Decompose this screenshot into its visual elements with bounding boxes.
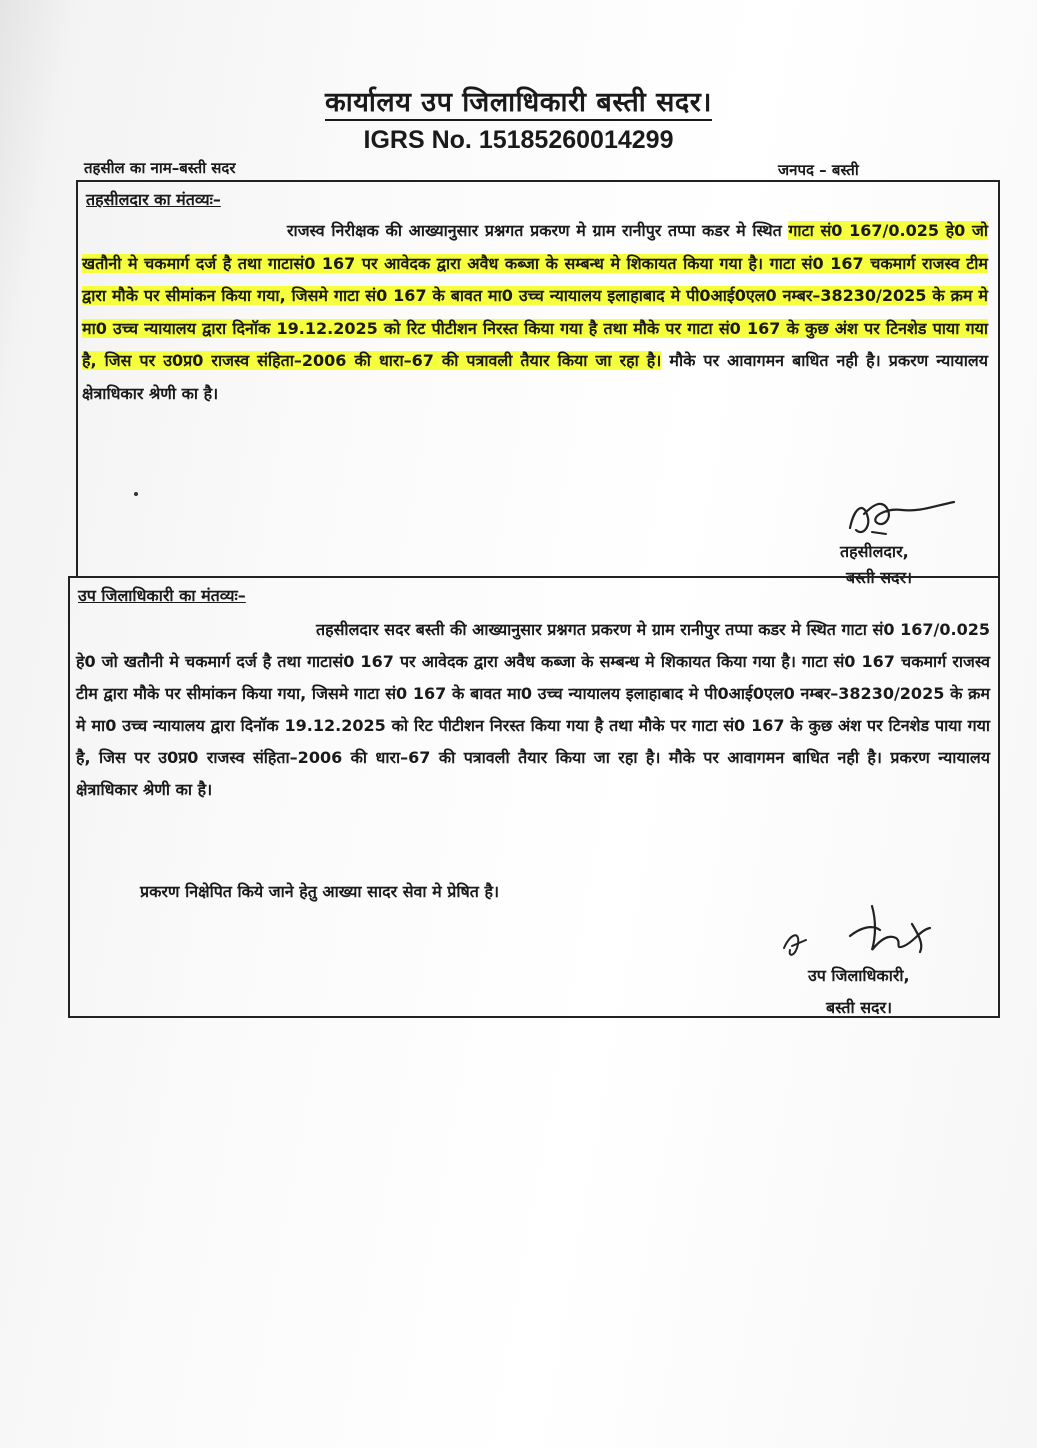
sdm-signature: [780, 900, 950, 970]
tehsildar-remarks-text: [82, 215, 988, 410]
tehsildar-closing: मौके पर आवागमन बाधित नही है। प्रकरण न्यायालय क्षेत्राधिकार श्रेणी का है।: [82, 351, 988, 403]
sdm-final-line: प्रकरण निक्षेपित किये जाने हेतु आख्या सादर सेवा मे प्रेषित है।: [140, 882, 500, 901]
ink-dot: [134, 492, 138, 496]
tehsildar-title: तहसीलदार,: [840, 542, 909, 561]
sdm-remarks-text: तहसीलदार सदर बस्ती की आख्यानुसार प्रश्नगत प्रकरण मे ग्राम रानीपुर तप्पा कडर मे स्थित गाटा सं0 167/0.025 हे0 जो खतौनी मे चकमार्ग दर्ज है तथा गाटासं0 167 पर आवेदक द्वारा अवैध कब्जा के सम्बन्ध मे शिकायत किया गया है। गाटा सं0 167 चकमार्ग राजस्व टीम द्वारा मौके पर सीमांकन किया गया, जिसमे गाटा सं0 167 के बावत मा0 उच्च न्यायालय इलाहाबाद मे पी0आई0एल0 नम्बर–38230/2025 के क्रम मे मा0 उच्च न्यायालय द्वारा दिनॉक 19.12.2025 को रिट पीटीशन निरस्त किया गया है तथा मौके पर गाटा सं0 167 के कुछ अंश पर टिनशेड पाया गया है, जिस पर उ0प्र0 राजस्व संहिता–2006 की धारा–67 की पत्रावली तैयार किया जा रहा है। मौके पर आवागमन बाधित नही है। प्रकरण न्यायालय क्षेत्राधिकार श्रेणी का है।: [76, 620, 990, 799]
tehsildar-place: बस्ती सदर।: [846, 568, 913, 587]
sdm-title: उप जिलाधिकारी,: [808, 966, 910, 985]
highlighted-passage: गाटा सं0 167/0.025 हे0 जो खतौनी मे चकमार्ग दर्ज है तथा गाटासं0 167 पर आवेदक द्वारा अवैध कब्जा के सम्बन्ध मे शिकायत किया गया है। गाटा सं0 167 चकमार्ग राजस्व टीम द्वारा मौके पर सीमांकन किया गया, जिसमे गाटा सं0 167 के बावत मा0 उच्च न्यायालय इलाहाबाद मे पी0आई0एल0 नम्बर–38230/2025 के क्रम मे मा0 उच्च न्यायालय द्वारा दिनॉक 19.12.2025 को रिट पीटीशन निरस्त किया गया है तथा मौके पर गाटा सं0 167 के कुछ अंश पर टिनशेड पाया गया है, जिस पर उ0प्र0 राजस्व संहिता–2006 की धारा–67 की पत्रावली तैयार किया जा रहा है।: [82, 221, 988, 370]
office-title: [0, 82, 1037, 119]
office-title-text: कार्यालय उप जिलाधिकारी बस्ती सदर।: [325, 87, 712, 121]
tehsildar-heading: तहसीलदार का मंतव्यः–: [86, 190, 221, 209]
sdm-heading: उप जिलाधिकारी का मंतव्यः–: [78, 586, 246, 605]
tehsildar-signature: [842, 488, 962, 548]
tehsil-name: तहसील का नाम–बस्ती सदर: [84, 159, 236, 177]
sdm-place: बस्ती सदर।: [826, 998, 893, 1017]
igrs-number: IGRS No. 15185260014299: [363, 126, 674, 154]
district-name: जनपद – बस्ती: [778, 161, 859, 179]
tehsildar-intro: राजस्व निरीक्षक की आख्यानुसार प्रश्नगत प्रकरण मे ग्राम रानीपुर तप्पा कडर मे स्थित: [287, 221, 789, 240]
